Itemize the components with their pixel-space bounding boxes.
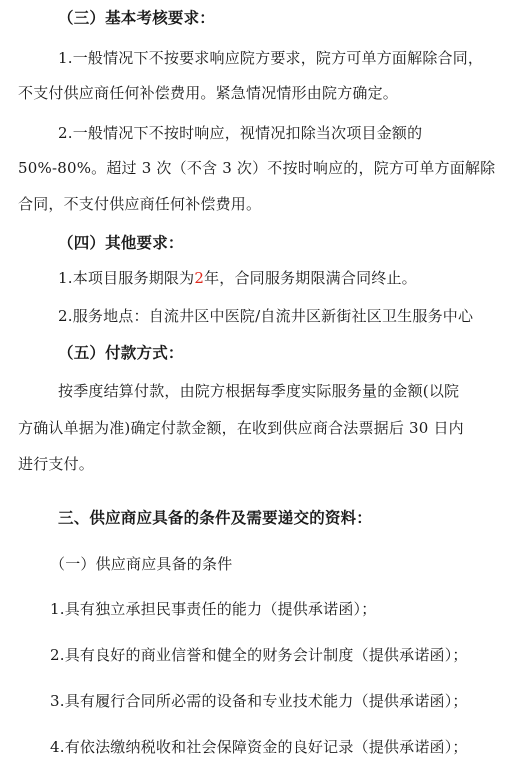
requirement-item-4: 4.有依法缴纳税收和社会保障资金的良好记录（提供承诺函）； xyxy=(50,738,468,756)
requirement-item-1: 1.具有独立承担民事责任的能力（提供承诺函）； xyxy=(50,600,377,618)
section-5-paragraph-line-2: 方确认单据为准)确定付款金额，在收到供应商合法票据后 30 日内 xyxy=(18,419,464,437)
section-3-item-2-line-1: 2.一般情况下不按时响应，视情况扣除当次项目金额的 xyxy=(58,124,423,142)
section-4-heading: （四）其他要求： xyxy=(58,233,184,252)
section-5-paragraph-line-1: 按季度结算付款，由院方根据每季度实际服务量的金额(以院 xyxy=(58,382,460,400)
section-3-item-1-line-1: 1.一般情况下不按要求响应院方要求，院方可单方面解除合同， xyxy=(58,49,484,67)
section-3-heading: （三）基本考核要求： xyxy=(58,8,216,27)
part-3-heading: 三、供应商应具备的条件及需要递交的资料： xyxy=(58,508,373,527)
service-term-suffix: 年，合同服务期限满合同终止。 xyxy=(204,269,417,287)
service-term-years: 2 xyxy=(194,269,205,287)
section-5-heading: （五）付款方式： xyxy=(58,343,184,362)
section-4-item-2: 2.服务地点：自流井区中医院/自流井区新街社区卫生服务中心 xyxy=(58,307,474,325)
section-4-item-1 xyxy=(58,268,417,288)
requirement-item-3: 3.具有履行合同所必需的设备和专业技术能力（提供承诺函）； xyxy=(50,692,468,710)
service-term-prefix: 1.本项目服务期限为 xyxy=(58,269,195,287)
part-3-sub-heading: （一）供应商应具备的条件 xyxy=(50,555,233,573)
section-5-paragraph-line-3: 进行支付。 xyxy=(18,455,95,473)
section-3-item-2-line-3: 合同，不支付供应商任何补偿费用。 xyxy=(18,195,262,213)
section-3-item-1-line-2: 不支付供应商任何补偿费用。紧急情况情形由院方确定。 xyxy=(18,84,399,102)
section-3-item-2-line-2: 50%-80%。超过 3 次（不含 3 次）不按时响应的，院方可单方面解除 xyxy=(18,159,496,177)
requirement-item-2: 2.具有良好的商业信誉和健全的财务会计制度（提供承诺函）； xyxy=(50,646,468,664)
